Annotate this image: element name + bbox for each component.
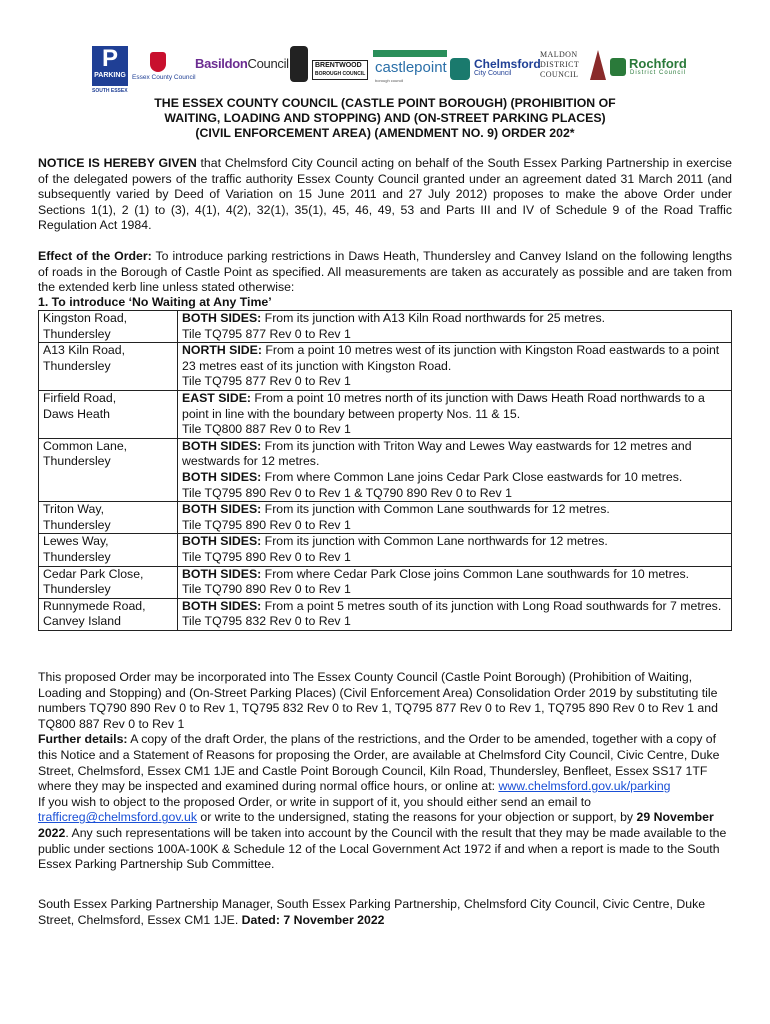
parking-website-link[interactable]: www.chelmsford.gov.uk/parking [498,779,671,794]
restriction-entry [182,502,727,518]
brentwood-logo-b: BOROUGH COUNCIL [315,71,366,77]
restriction-entry [182,311,727,327]
restriction-text: From its junction with Common Lane northwards for 12 metres. [261,534,608,549]
objection-deadline: 29 November 2022 [38,810,714,840]
restriction-entry [182,391,727,422]
objection-text-1: If you wish to object to the proposed Order, or write in support of it, you should either send an email to [38,794,591,809]
road-area: Thundersley [43,549,111,564]
rochford-logo-text: Rochford [629,56,687,71]
restriction-text: From a point 10 metres west of its junction with Kingston Road eastwards to a point 23 metres east of its junction with Kingston Road. [182,343,720,373]
road-area: Canvey Island [43,614,121,629]
road-name: Runnymede Road, [43,598,146,613]
essex-logo-text: Essex County Council [132,74,196,81]
restriction-side: EAST SIDE: [182,390,252,405]
incorporation-paragraph: This proposed Order may be incorporated into The Essex County Council (Castle Point Borough) (Prohibition of Waiting, Loading and Stopping) and (On-Street Parking Places) (Civil Enforcement Area) Consolidation Order 2019 by substituting tile numbers TQ790 890 Rev 0 to Rev 1, TQ795 832 Rev 0 to Rev 1, TQ795 877 Rev 0 to Rev 1, TQ795 890 Rev 0 to Rev 1 and TQ800 887 Rev 0 to Rev 1 [38,670,718,731]
restriction-description-cell [178,390,732,438]
road-area: Thundersley [43,454,111,469]
signoff-text: South Essex Parking Partnership Manager, South Essex Parking Partnership, Chelmsford City Council, Civic Centre, Duke Street, Chelmsford, Essex CM1 1JE. [38,897,706,927]
chelmsford-city-council-logo [450,58,540,86]
castlepoint-logo-sub: borough council [375,78,404,83]
rochford-crest-icon [610,58,626,76]
restriction-side: BOTH SIDES: [182,469,262,484]
objection-text-2: or write to the undersigned, stating the reasons for your objection or support, by [196,810,637,825]
maldon-crest-icon [590,50,606,80]
road-location-cell [39,534,178,566]
rochford-logo-sub: District Council [630,70,687,76]
road-location-cell [39,390,178,438]
road-name: Lewes Way, [43,534,109,549]
road-name: Common Lane, [43,438,128,453]
road-name: Triton Way, [43,502,105,517]
castle-point-logo [373,50,447,84]
tile-reference: Tile TQ795 877 Rev 0 to Rev 1 [182,374,351,389]
basildon-logo-a: Basildon [195,56,248,71]
road-location-cell [39,566,178,598]
restriction-side: BOTH SIDES: [182,311,262,325]
notice-paragraph [38,156,732,234]
tile-reference: Tile TQ795 877 Rev 0 to Rev 1 [182,326,351,341]
restriction-text: From its junction with Common Lane southwards for 12 metres. [261,502,610,517]
brentwood-council-logo [290,46,370,86]
parking-logo-label: PARKING [94,72,126,79]
road-name: Firfield Road, [43,390,117,405]
table-row [39,502,732,534]
section-heading: 1. To introduce ‘No Waiting at Any Time’ [38,295,272,309]
restriction-entry [182,439,727,470]
table-row [39,598,732,630]
road-area: Thundersley [43,358,111,373]
table-row [39,534,732,566]
chelmsford-logo-text: Chelmsford [474,57,541,71]
title-line-3: (CIVIL ENFORCEMENT AREA) (AMENDMENT NO. 9) ORDER 202* [195,126,575,140]
table-row [39,343,732,391]
restriction-text: From where Cedar Park Close joins Common Lane southwards for 10 metres. [261,566,690,581]
essex-crest-icon [150,52,166,72]
road-area: Thundersley [43,517,111,532]
further-details-paragraph [38,732,732,794]
objection-paragraph [38,795,732,873]
tile-reference: Tile TQ795 832 Rev 0 to Rev 1 [182,614,351,629]
restriction-description-cell [178,598,732,630]
tile-reference: Tile TQ790 890 Rev 0 to Rev 1 [182,582,351,597]
table-row [39,390,732,438]
essex-county-council-logo [132,52,196,84]
effect-lead: Effect of the Order: [38,249,152,263]
basildon-logo-b: Council [247,56,289,71]
title-line-2: WAITING, LOADING AND STOPPING) AND (ON-STREET PARKING PLACES) [164,111,606,125]
road-location-cell [39,343,178,391]
castlepoint-logo-text: castlepoint [375,59,447,76]
maldon-logo-b: DISTRICT [540,60,580,69]
table-row [39,438,732,501]
table-row [39,311,732,343]
road-name: Cedar Park Close, [43,566,144,581]
restriction-text: From its junction with Triton Way and Lewes Way eastwards for 12 metres and westwards for 12 metres. [182,438,692,469]
restriction-side: BOTH SIDES: [182,534,262,549]
road-name: Kingston Road, [43,311,128,325]
restriction-side: BOTH SIDES: [182,598,262,613]
title-line-1: THE ESSEX COUNTY COUNCIL (CASTLE POINT BOROUGH) (PROHIBITION OF [154,96,616,110]
parking-logo-sub: SOUTH ESSEX [92,88,128,94]
road-location-cell [39,502,178,534]
restriction-description-cell [178,534,732,566]
restriction-side: NORTH SIDE: [182,343,262,358]
effect-paragraph [38,249,732,296]
restriction-side: BOTH SIDES: [182,566,262,581]
restriction-entry [182,343,727,374]
traffic-email-link[interactable]: trafficreg@chelmsford.gov.uk [38,810,197,825]
council-logos-strip [92,44,702,94]
further-lead: Further details: [38,732,128,747]
closing-section [38,670,732,873]
restriction-text: From a point 10 metres north of its junction with Daws Heath Road northwards to a point in line with the boundary between property Nos. 11 & 15. [182,390,705,421]
restriction-description-cell [178,502,732,534]
road-area: Thundersley [43,326,111,341]
restriction-description-cell [178,311,732,343]
road-area: Thundersley [43,582,111,597]
effect-text: To introduce parking restrictions in Daws Heath, Thundersley and Canvey Island on the following lengths of roads in the Borough of Castle Point as specified. All measurements are taken as accurately as possible and are taken from the extended kerb line unless stated otherwise: [38,249,732,295]
road-area: Daws Heath [43,406,110,421]
road-location-cell [39,438,178,501]
notice-text: that Chelmsford City Council acting on behalf of the South Essex Parking Partnership in exercise of the delegated powers of the traffic authority Essex County Council granted under an agreement dated 31 March 2011 (and subsequently varied by Deed of Variation on 15 June 2011 and 27 July 2012) proposes to make the above Order under Sections 1(1), 2 (1) to (3), 4(1), 4(2), 32(1), 35(1), 45, 46, 49, 53 and Parts III and IV of Schedule 9 of the Road Traffic Regulation Act 1984. [38,156,732,233]
restriction-text: From its junction with A13 Kiln Road northwards for 25 metres. [261,311,606,325]
chelmsford-logo-sub: City Council [474,70,512,77]
further-text: A copy of the draft Order, the plans of the restrictions, and the Order to be amended, together with a copy of this Notice and a Statement of Reasons for proposing the Order, are available at Chelmsford City Council, Civic Centre, Duke Street, Chelmsford, Essex CM1 1JE and Castle Point Borough Council, Kiln Road, Thundersley, Benfleet, Essex SS17 1TF where they may be inspected and examined during normal office hours, or online at: [38,732,720,794]
restriction-description-cell [178,343,732,391]
restriction-entry [182,470,727,486]
notice-lead: NOTICE IS HEREBY GIVEN [38,156,197,170]
restriction-entry [182,599,727,615]
restriction-description-cell [178,438,732,501]
restriction-side: BOTH SIDES: [182,502,262,517]
restrictions-table [38,310,732,631]
maldon-logo-c: COUNCIL [540,70,579,79]
tile-reference: Tile TQ800 887 Rev 0 to Rev 1 [182,422,351,437]
restriction-entry [182,567,727,583]
chelmsford-crest-icon [450,58,470,80]
restriction-entry [182,534,727,550]
table-row [39,566,732,598]
south-essex-parking-logo: P PARKING SOUTH ESSEX [92,46,128,86]
road-location-cell [39,598,178,630]
restriction-text: From where Common Lane joins Cedar Park Close eastwards for 10 metres. [261,469,683,484]
basildon-council-logo [195,56,287,80]
restriction-description-cell [178,566,732,598]
tile-reference: Tile TQ795 890 Rev 0 to Rev 1 [182,517,351,532]
tile-reference: Tile TQ795 890 Rev 0 to Rev 1 [182,549,351,564]
restriction-side: BOTH SIDES: [182,438,262,453]
order-title [60,96,710,141]
objection-text-3: . Any such representations will be taken into account by the Council with the result that they may be made available to the public under sections 100A-100K & Schedule 12 of the Local Government Act 1972 if and when a report is made to the South Essex Parking Partnership Sub Committee. [38,825,727,872]
brentwood-logo-a: BRENTWOOD [315,62,362,69]
brentwood-crest-icon [290,46,308,82]
signoff-date: Dated: 7 November 2022 [241,912,385,927]
tile-reference: Tile TQ795 890 Rev 0 to Rev 1 & TQ790 890 Rev 0 to Rev 1 [182,485,512,500]
rochford-district-council-logo [610,56,702,82]
maldon-logo-a: MALDON [540,50,578,59]
restriction-text: From a point 5 metres south of its junction with Long Road southwards for 7 metres. [261,598,722,613]
signoff-paragraph [38,897,732,928]
road-name: A13 Kiln Road, [43,343,126,358]
road-location-cell [39,311,178,343]
